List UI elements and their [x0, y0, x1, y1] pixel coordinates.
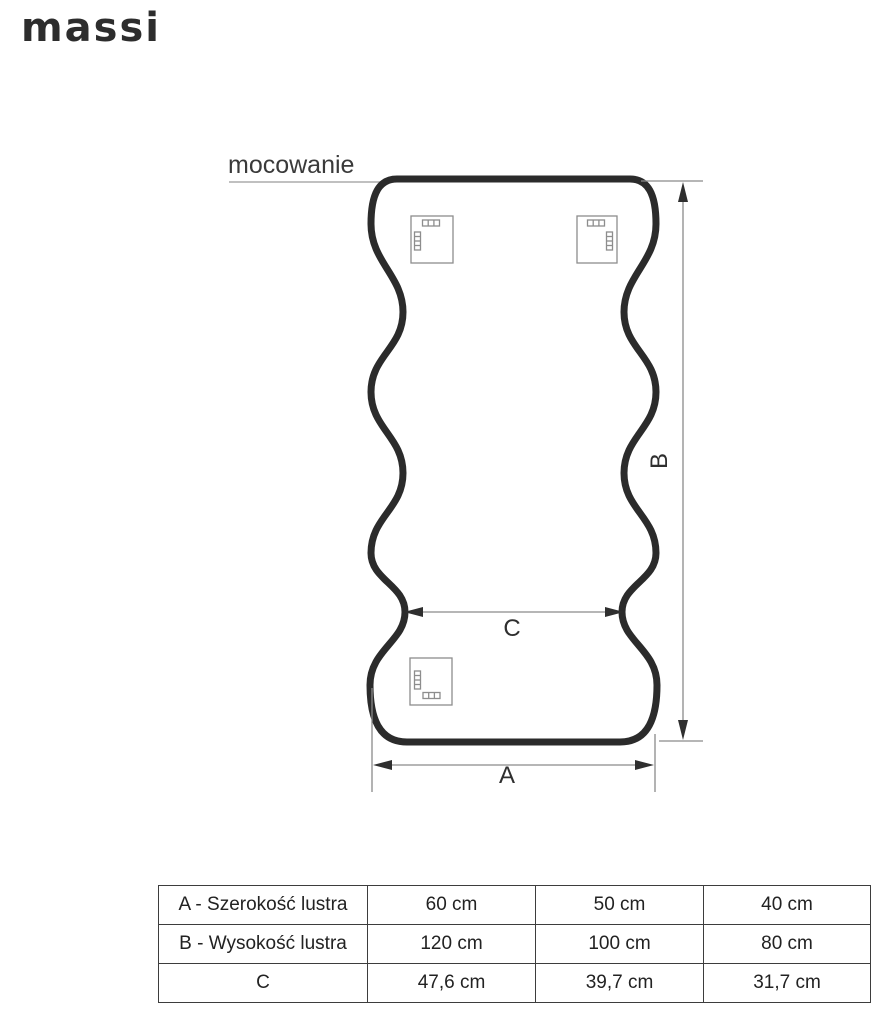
cell-value: 80 cm	[704, 925, 871, 964]
arrow-up-icon	[678, 182, 688, 202]
cell-value: 120 cm	[368, 925, 536, 964]
row-label-c: C	[159, 964, 368, 1003]
mounting-label: mocowanie	[228, 151, 355, 179]
mounting-bracket-bottom	[410, 658, 452, 705]
arrow-left-icon	[373, 760, 392, 770]
arrow-down-icon	[678, 720, 688, 740]
mounting-bracket-top-left	[411, 216, 453, 263]
cell-value: 31,7 cm	[704, 964, 871, 1003]
cell-value: 100 cm	[536, 925, 704, 964]
cell-value: 60 cm	[368, 886, 536, 925]
cell-value: 50 cm	[536, 886, 704, 925]
mounting-bracket-top-right	[577, 216, 617, 263]
arrow-right-icon	[635, 760, 654, 770]
row-label-height: B - Wysokość lustra	[159, 925, 368, 964]
table-row	[159, 925, 871, 964]
dimension-a-label: A	[498, 762, 516, 789]
table-row	[159, 886, 871, 925]
cell-value: 39,7 cm	[536, 964, 704, 1003]
dimensions-table	[158, 885, 871, 1003]
dimension-b-label: B	[646, 452, 673, 470]
table-row	[159, 964, 871, 1003]
row-label-width: A - Szerokość lustra	[159, 886, 368, 925]
cell-value: 47,6 cm	[368, 964, 536, 1003]
dimension-c-label: C	[503, 615, 521, 642]
cell-value: 40 cm	[704, 886, 871, 925]
brand-logo: massi	[21, 5, 161, 51]
